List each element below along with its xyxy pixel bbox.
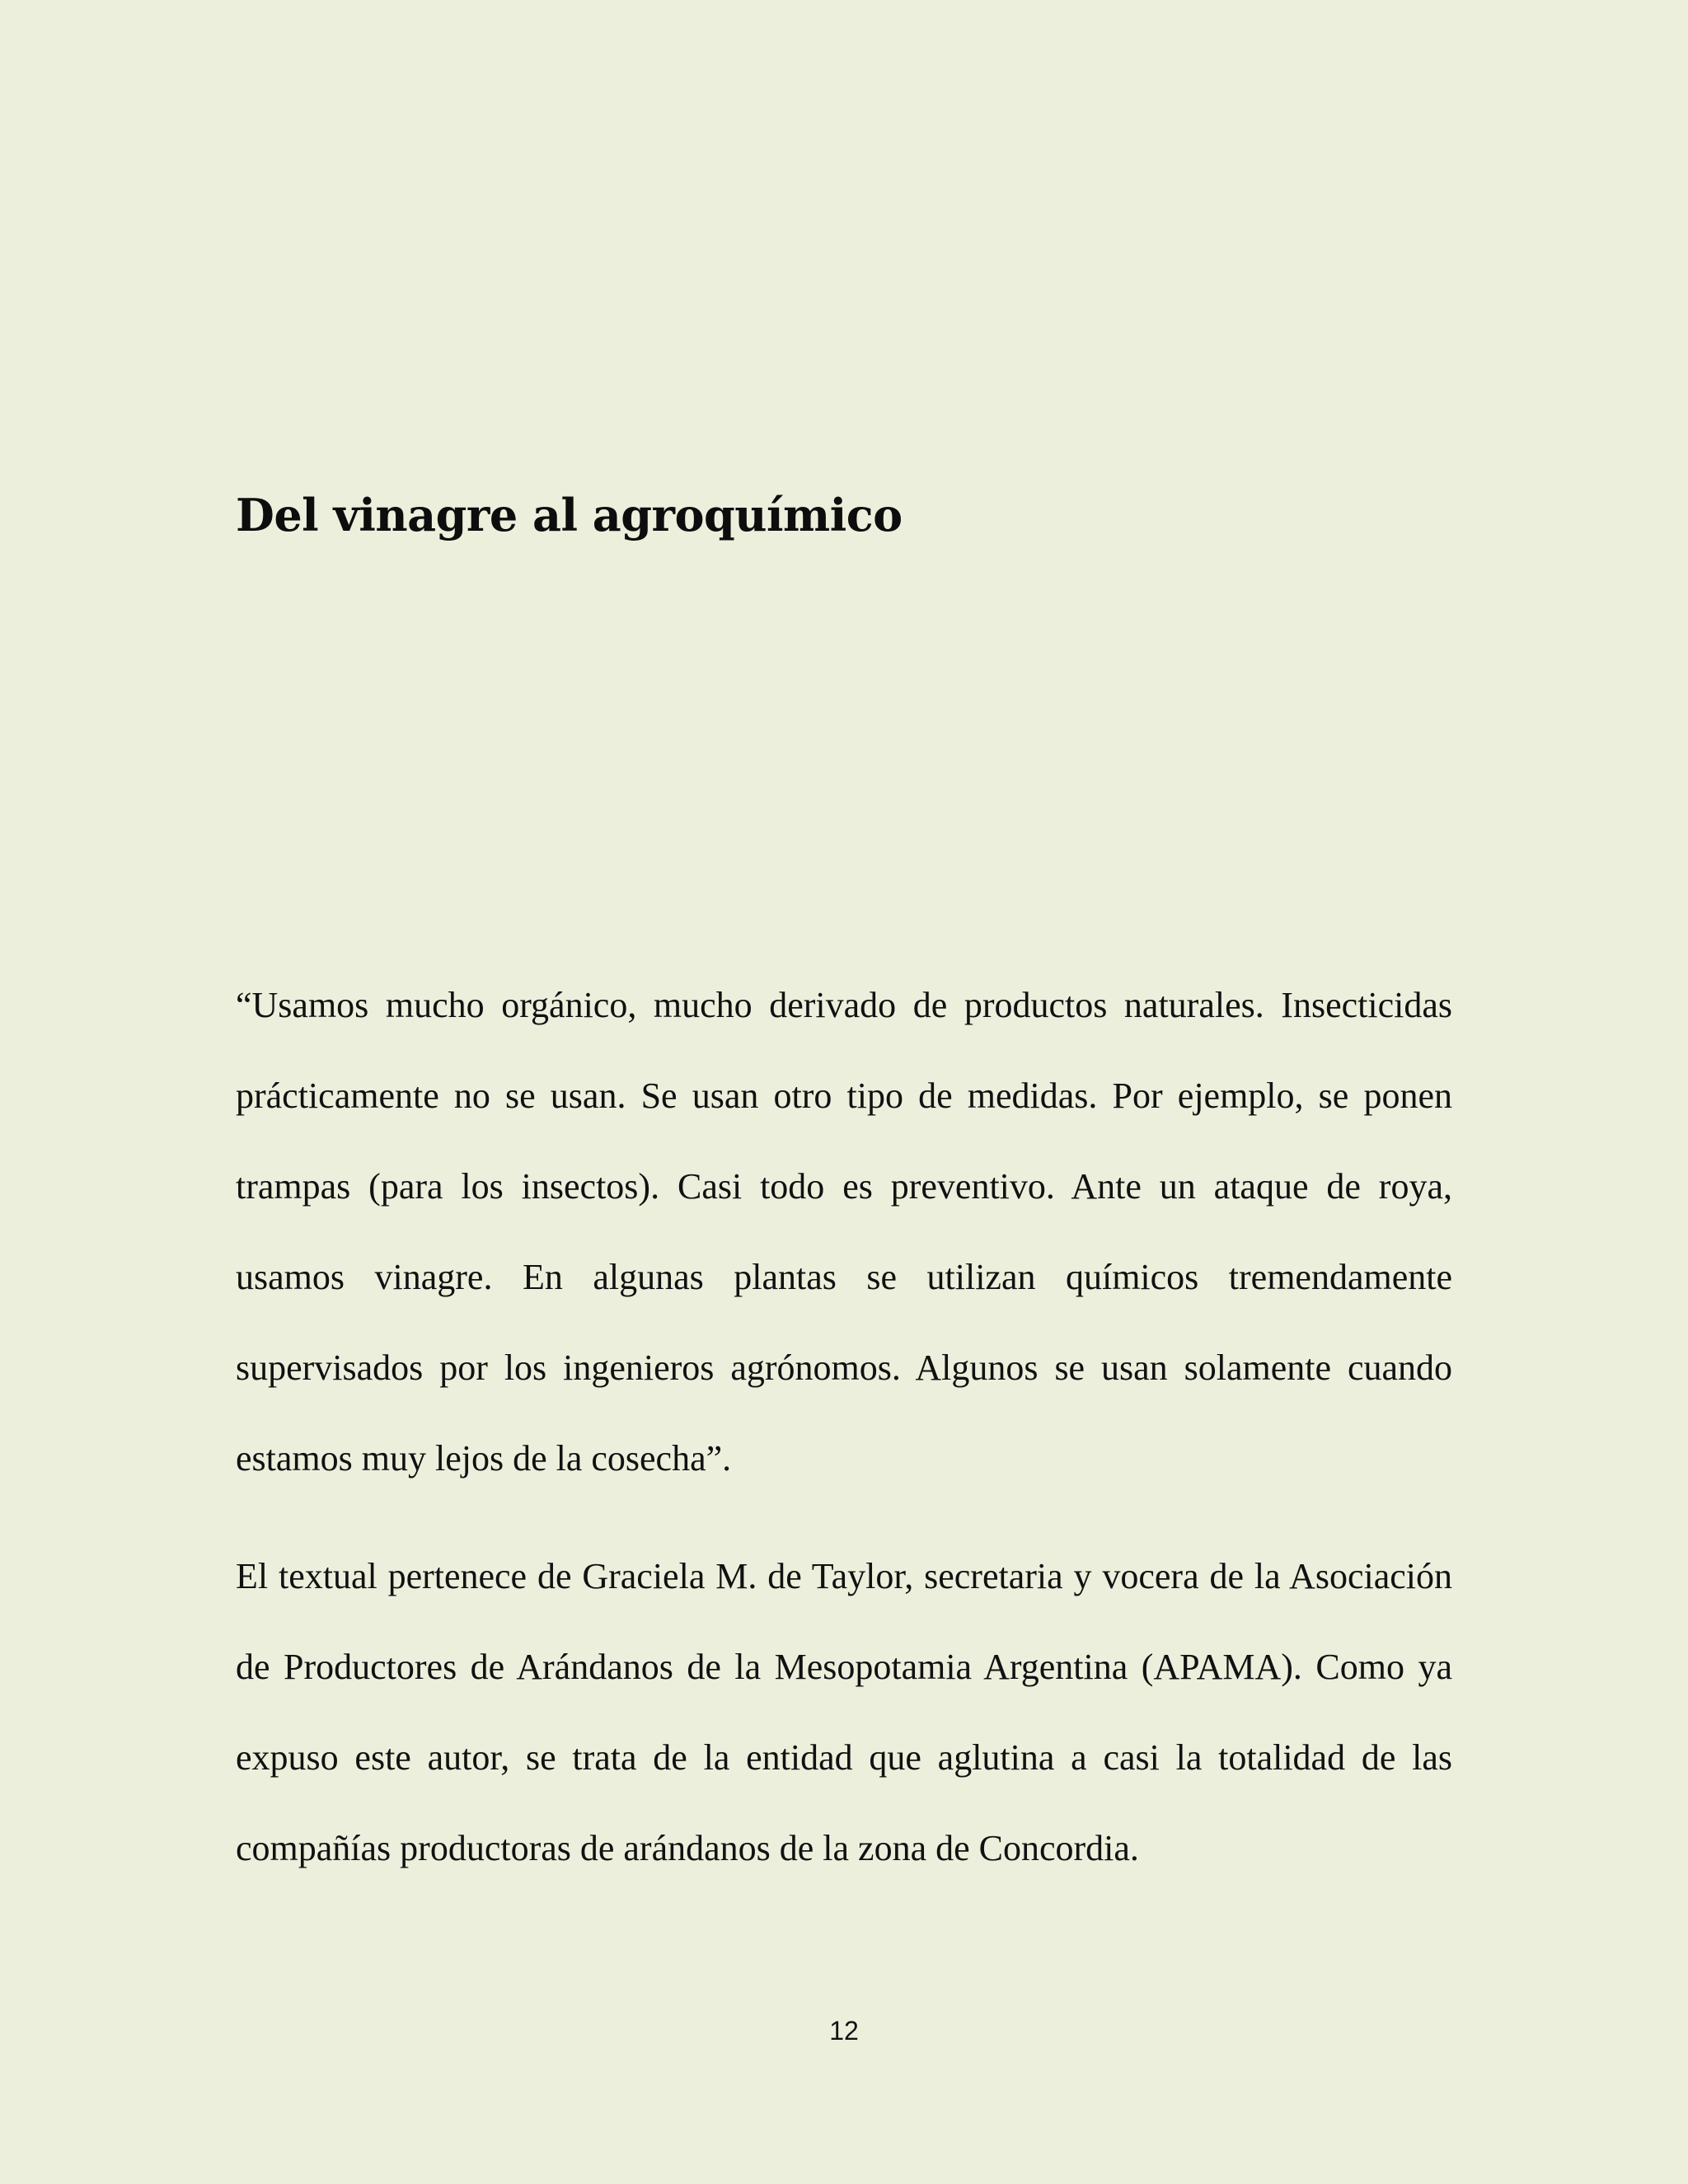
page-title: Del vinagre al agroquímico: [236, 489, 903, 541]
page-number: 12: [829, 2016, 859, 2046]
attribution-paragraph: El textual pertenece de Graciela M. de Taylor, secretaria y vocera de la Asociación de Productores de Arándanos de la Mesopotamia Argentina (APAMA). Como ya expuso este autor, se trata de la entidad que aglutina a casi la totalidad de las compañías productoras de arándanos de la zona de Concordia.: [236, 1556, 1452, 1868]
quote-paragraph: “Usamos mucho orgánico, mucho derivado de productos naturales. Insecticidas prácticamente no se usan. Se usan otro tipo de medidas. Por ejemplo, se ponen trampas (para los insectos). Casi todo es preventivo. Ante un ataque de roya, usamos vinagre. En algunas plantas se utilizan químicos tremendamente supervisados por los ingenieros agrónomos. Algunos se usan solamente cuando estamos muy lejos de la cosecha”.: [236, 985, 1452, 1479]
